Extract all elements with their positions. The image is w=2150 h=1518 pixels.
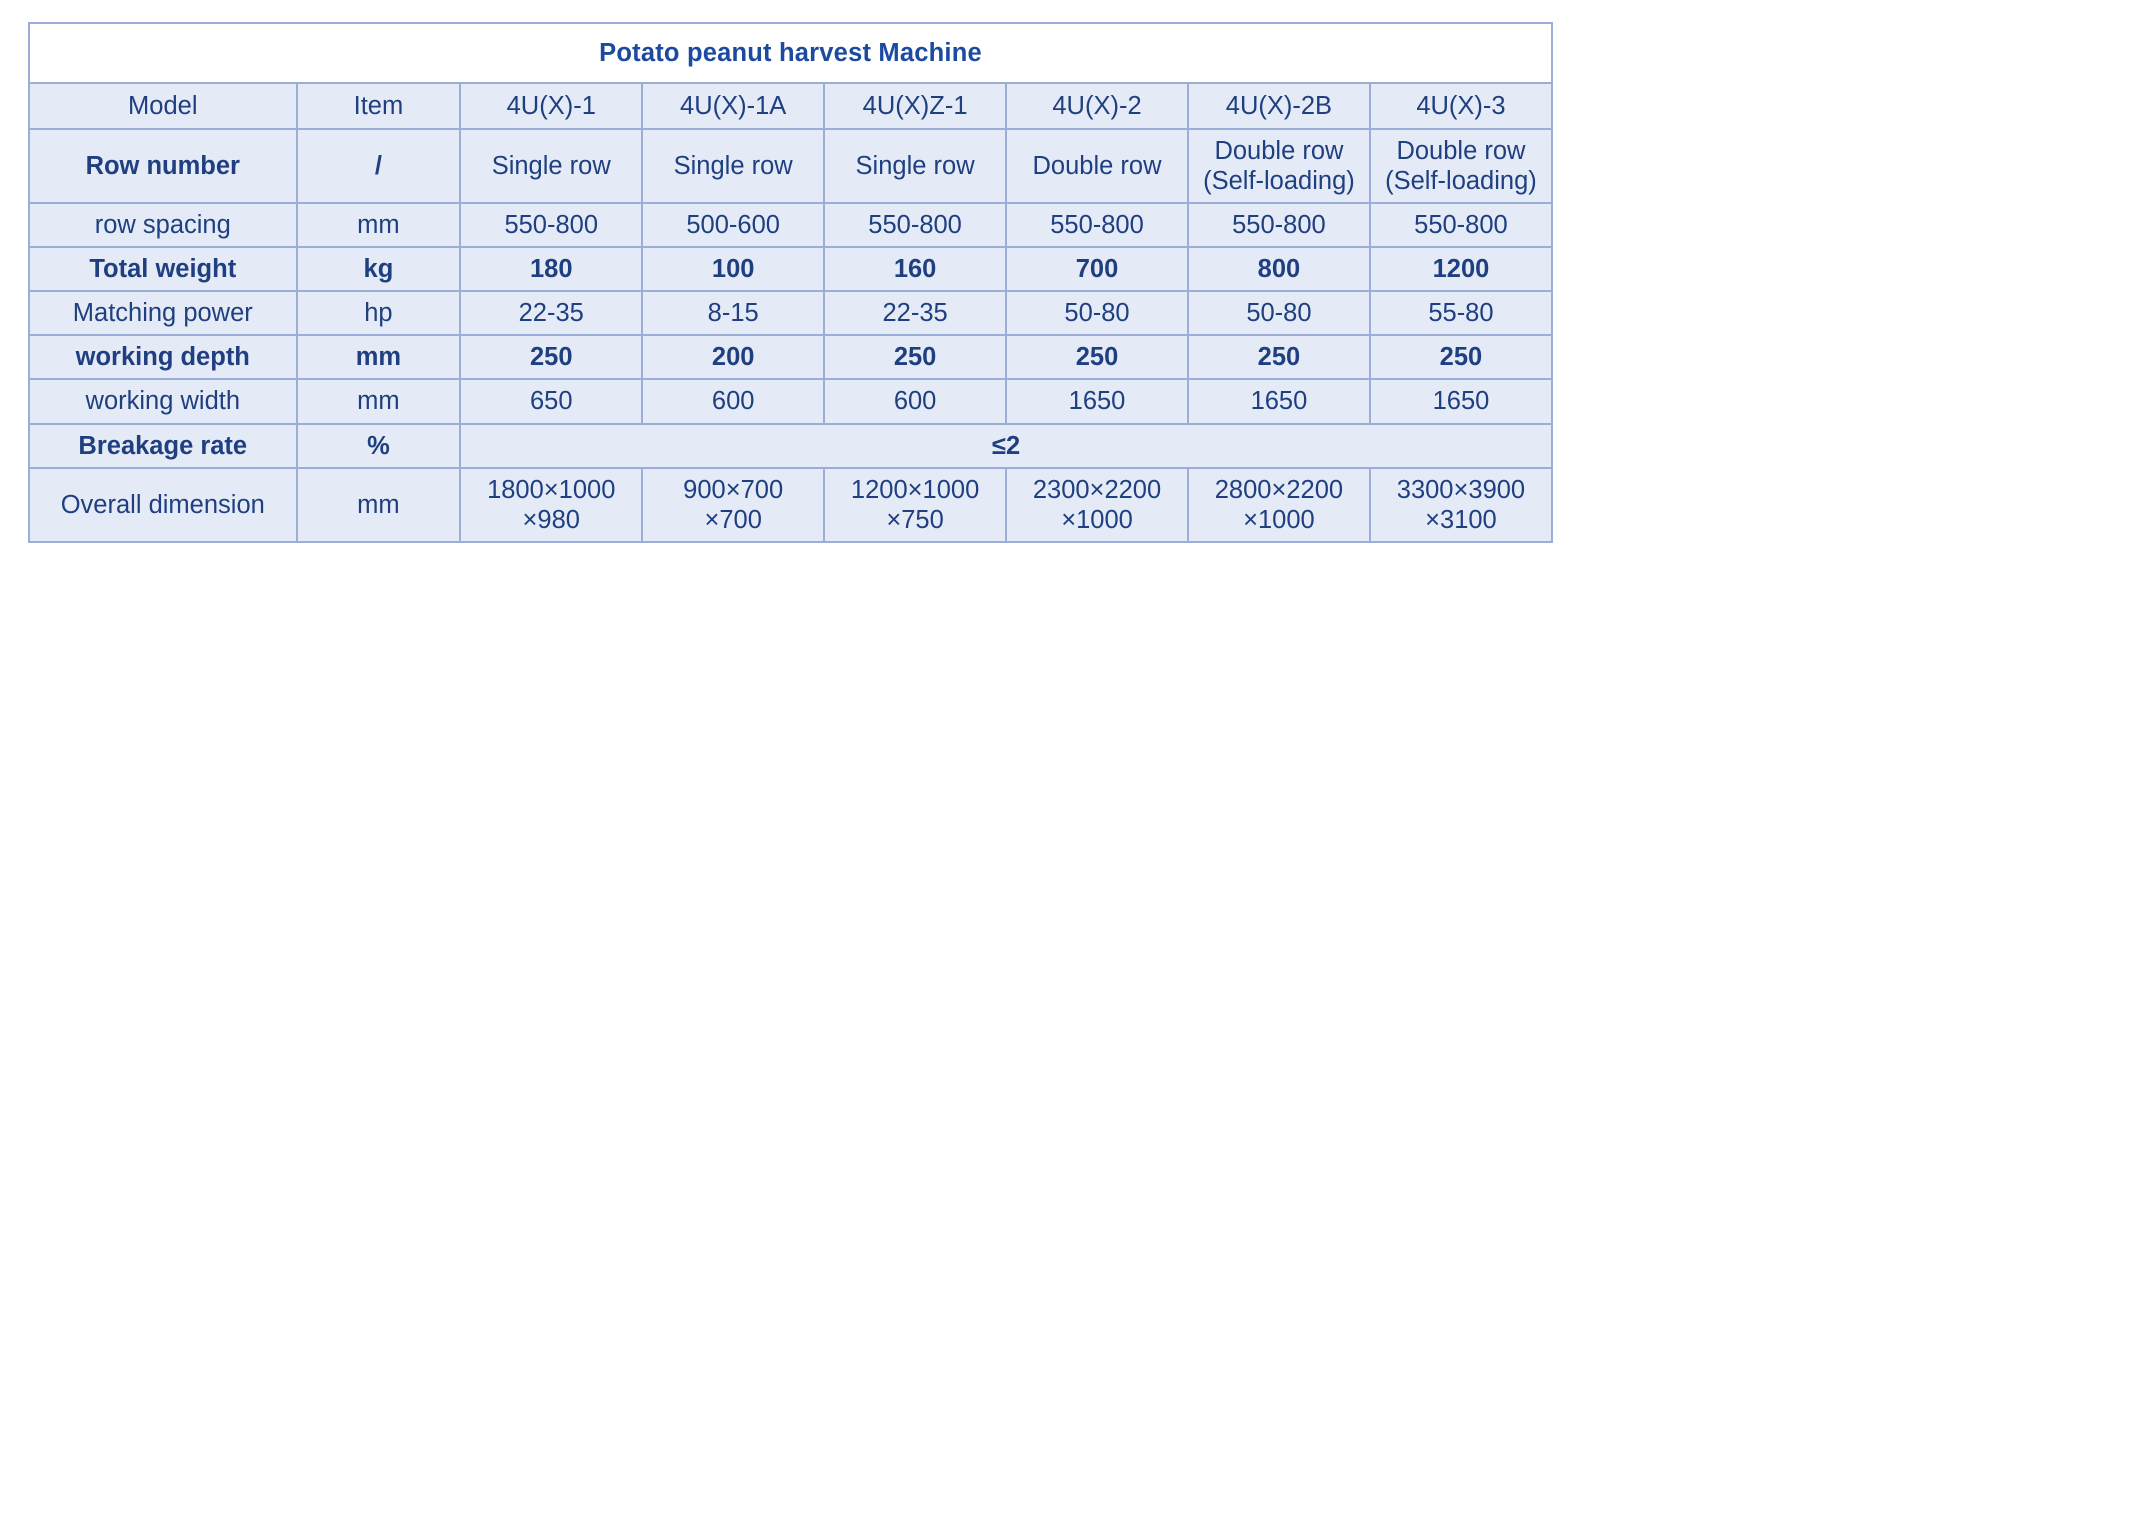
cell-working-depth-6: 250	[1370, 335, 1552, 379]
cell-working-depth-1: 250	[460, 335, 642, 379]
cell-total-weight-5: 800	[1188, 247, 1370, 291]
table-row	[29, 468, 1552, 542]
row-unit-matching-power: hp	[297, 291, 461, 335]
cell-matching-power-4: 50-80	[1006, 291, 1188, 335]
cell-working-width-6: 1650	[1370, 379, 1552, 423]
table-row	[29, 247, 1552, 291]
row-unit-overall-dimension: mm	[297, 468, 461, 542]
cell-matching-power-5: 50-80	[1188, 291, 1370, 335]
cell-row-number-6: Double row (Self-loading)	[1370, 129, 1552, 203]
cell-breakage-rate-merged: ≤2	[460, 424, 1552, 468]
table-body	[29, 23, 1552, 542]
cell-working-width-1: 650	[460, 379, 642, 423]
table-title: Potato peanut harvest Machine	[29, 23, 1552, 83]
header-model-4: 4U(X)-2	[1006, 83, 1188, 129]
cell-working-width-2: 600	[642, 379, 824, 423]
cell-row-number-4: Double row	[1006, 129, 1188, 203]
cell-row-number-3: Single row	[824, 129, 1006, 203]
cell-overall-dimension-6: 3300×3900 ×3100	[1370, 468, 1552, 542]
cell-row-spacing-5: 550-800	[1188, 203, 1370, 247]
cell-matching-power-2: 8-15	[642, 291, 824, 335]
cell-working-depth-2: 200	[642, 335, 824, 379]
row-label-row-spacing: row spacing	[29, 203, 297, 247]
cell-row-number-5: Double row (Self-loading)	[1188, 129, 1370, 203]
cell-overall-dimension-5: 2800×2200 ×1000	[1188, 468, 1370, 542]
cell-matching-power-1: 22-35	[460, 291, 642, 335]
cell-row-spacing-4: 550-800	[1006, 203, 1188, 247]
table-row	[29, 291, 1552, 335]
row-label-total-weight: Total weight	[29, 247, 297, 291]
cell-row-spacing-3: 550-800	[824, 203, 1006, 247]
cell-total-weight-6: 1200	[1370, 247, 1552, 291]
spec-sheet	[28, 22, 1553, 543]
cell-overall-dimension-4: 2300×2200 ×1000	[1006, 468, 1188, 542]
table-row	[29, 129, 1552, 203]
cell-total-weight-2: 100	[642, 247, 824, 291]
cell-overall-dimension-2: 900×700 ×700	[642, 468, 824, 542]
cell-row-number-2: Single row	[642, 129, 824, 203]
cell-matching-power-6: 55-80	[1370, 291, 1552, 335]
header-model-5: 4U(X)-2B	[1188, 83, 1370, 129]
table-row	[29, 203, 1552, 247]
row-label-working-depth: working depth	[29, 335, 297, 379]
cell-working-depth-5: 250	[1188, 335, 1370, 379]
header-model-2: 4U(X)-1A	[642, 83, 824, 129]
row-unit-row-number: /	[297, 129, 461, 203]
row-label-breakage-rate: Breakage rate	[29, 424, 297, 468]
table-row	[29, 424, 1552, 468]
cell-working-width-3: 600	[824, 379, 1006, 423]
cell-row-number-1: Single row	[460, 129, 642, 203]
cell-working-depth-3: 250	[824, 335, 1006, 379]
header-model: Model	[29, 83, 297, 129]
header-model-6: 4U(X)-3	[1370, 83, 1552, 129]
cell-overall-dimension-1: 1800×1000 ×980	[460, 468, 642, 542]
header-model-1: 4U(X)-1	[460, 83, 642, 129]
row-unit-working-width: mm	[297, 379, 461, 423]
cell-working-depth-4: 250	[1006, 335, 1188, 379]
row-label-matching-power: Matching power	[29, 291, 297, 335]
row-label-row-number: Row number	[29, 129, 297, 203]
cell-row-spacing-2: 500-600	[642, 203, 824, 247]
table-row	[29, 379, 1552, 423]
cell-working-width-4: 1650	[1006, 379, 1188, 423]
row-unit-total-weight: kg	[297, 247, 461, 291]
cell-row-spacing-1: 550-800	[460, 203, 642, 247]
row-unit-working-depth: mm	[297, 335, 461, 379]
cell-total-weight-4: 700	[1006, 247, 1188, 291]
row-unit-row-spacing: mm	[297, 203, 461, 247]
header-item: Item	[297, 83, 461, 129]
header-row	[29, 83, 1552, 129]
cell-total-weight-3: 160	[824, 247, 1006, 291]
cell-total-weight-1: 180	[460, 247, 642, 291]
row-label-working-width: working width	[29, 379, 297, 423]
cell-matching-power-3: 22-35	[824, 291, 1006, 335]
row-label-overall-dimension: Overall dimension	[29, 468, 297, 542]
header-model-3: 4U(X)Z-1	[824, 83, 1006, 129]
title-row	[29, 23, 1552, 83]
row-unit-breakage-rate: %	[297, 424, 461, 468]
cell-working-width-5: 1650	[1188, 379, 1370, 423]
specification-table	[28, 22, 1553, 543]
cell-overall-dimension-3: 1200×1000 ×750	[824, 468, 1006, 542]
table-row	[29, 335, 1552, 379]
cell-row-spacing-6: 550-800	[1370, 203, 1552, 247]
